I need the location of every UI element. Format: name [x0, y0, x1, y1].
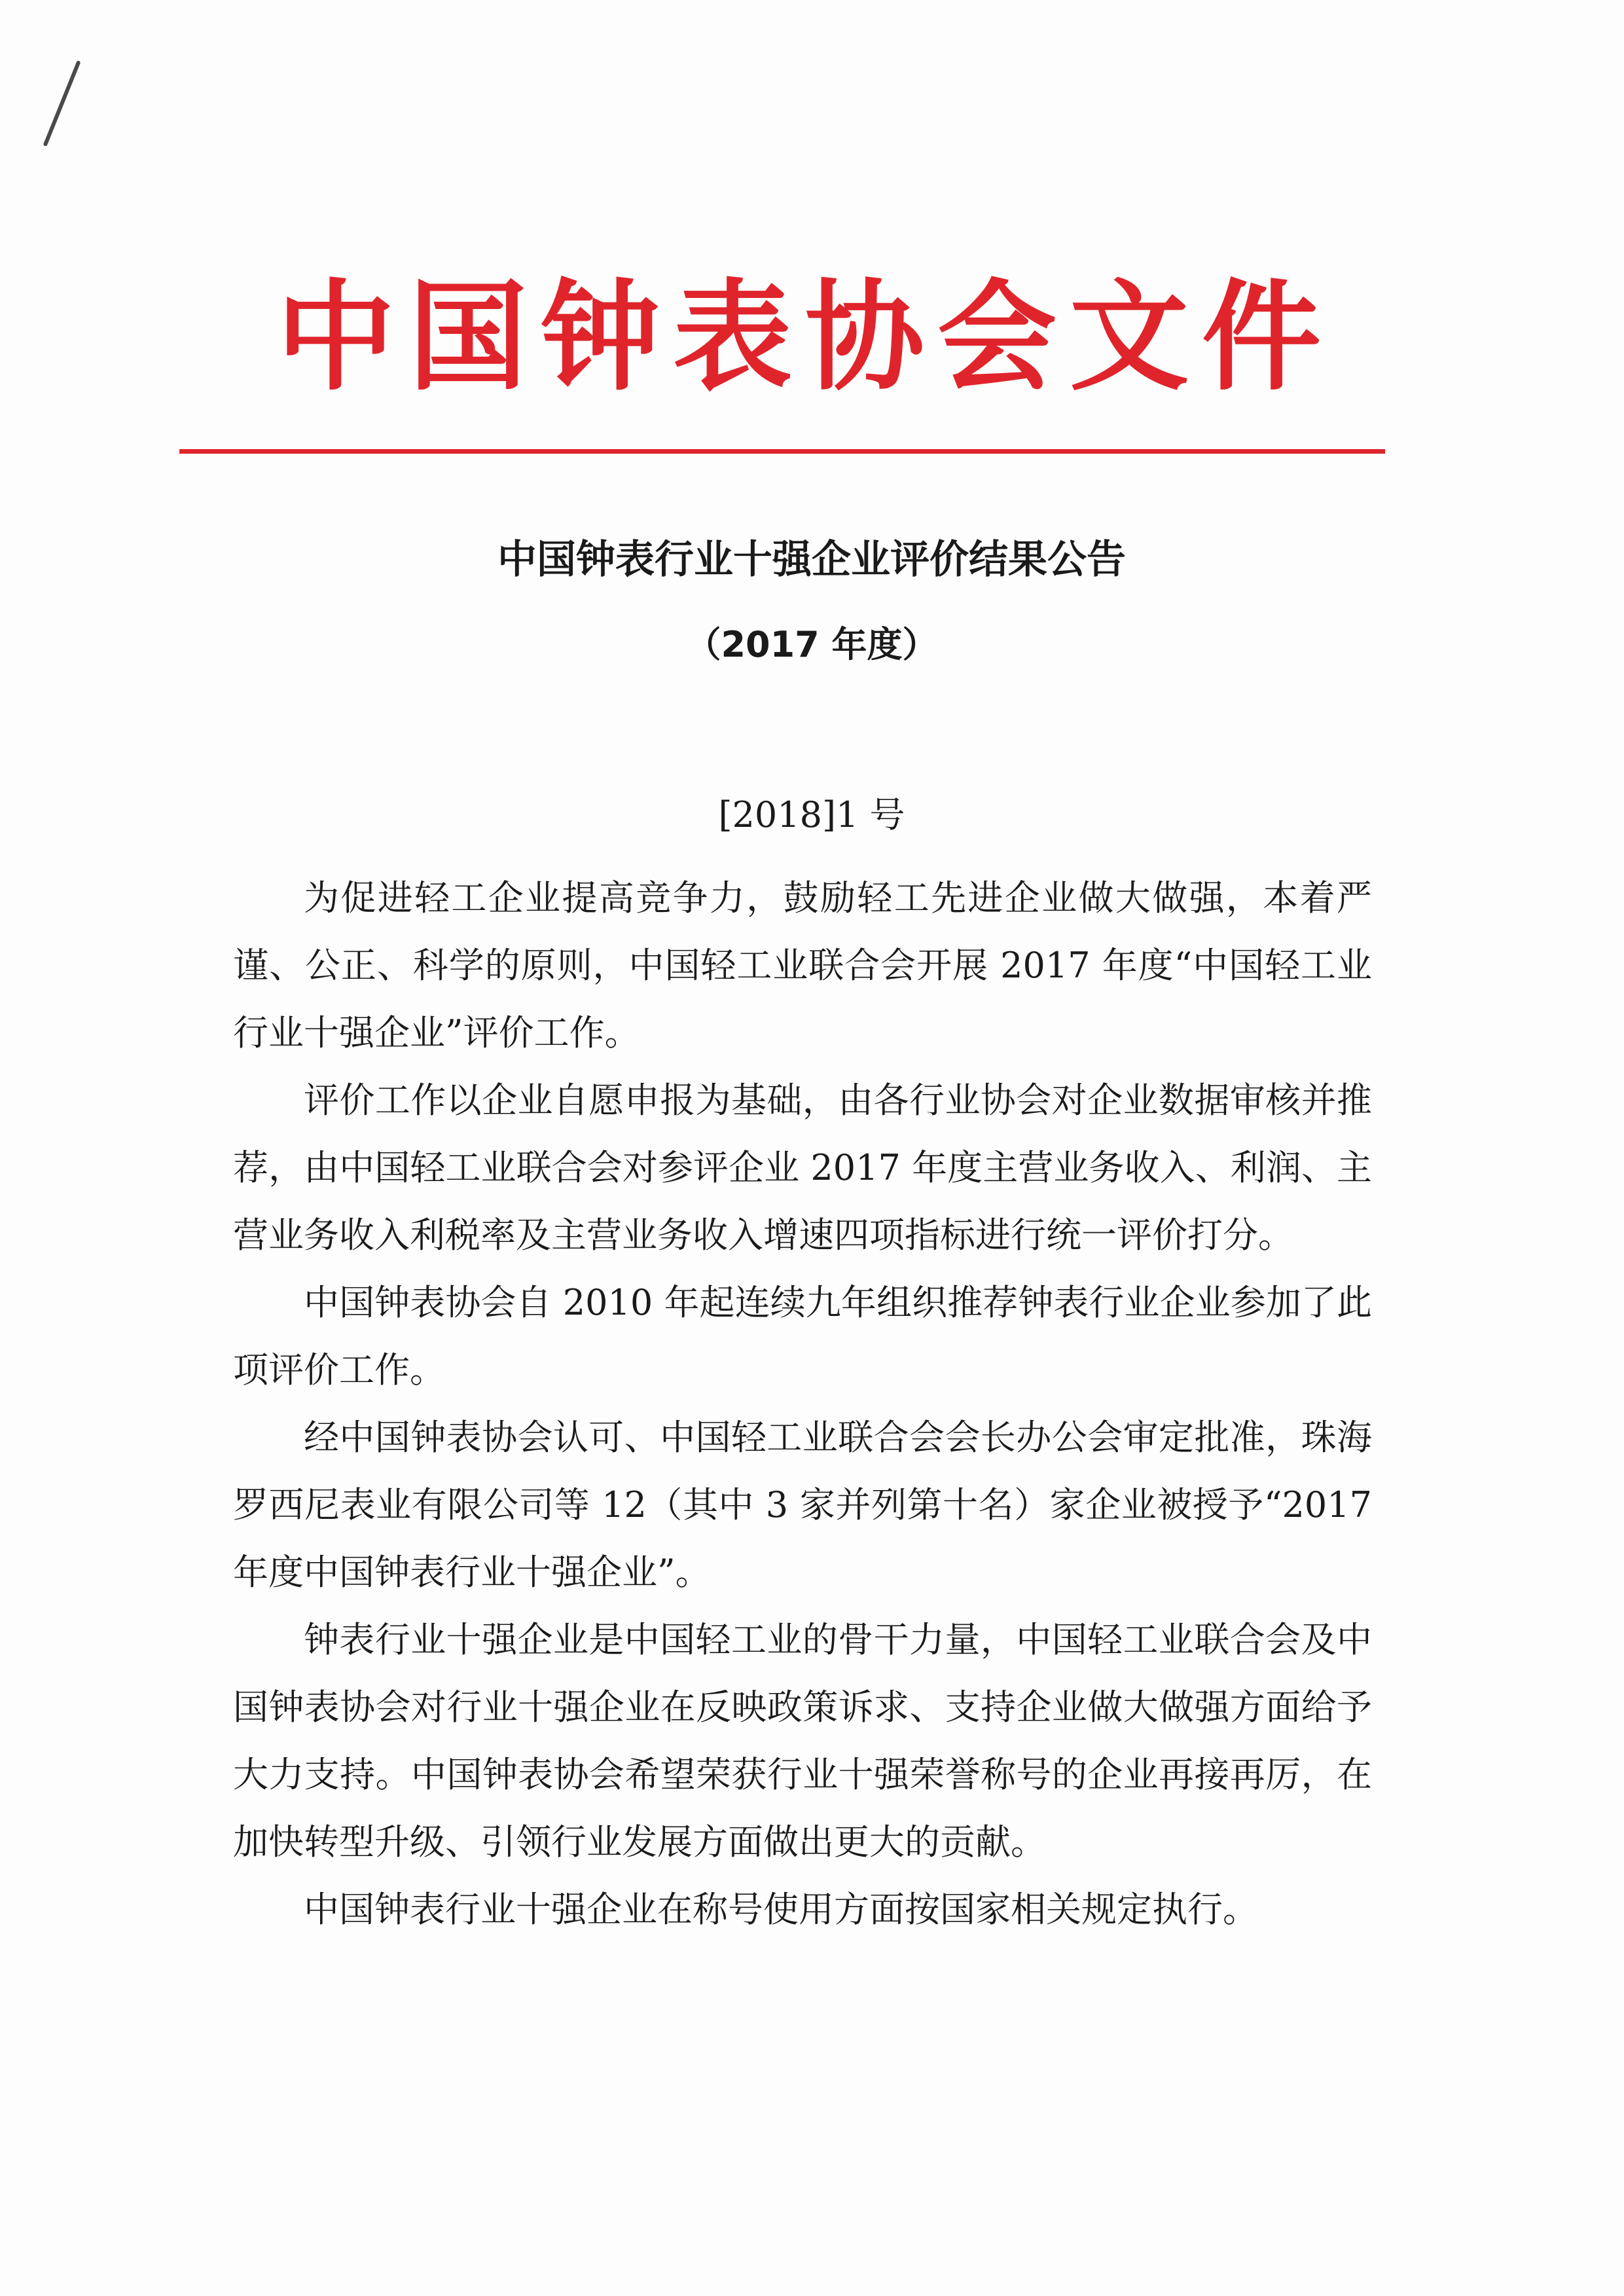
body-paragraph: 中国钟表协会自 2010 年起连续九年组织推荐钟表行业企业参加了此项评价工作。	[233, 1282, 1372, 1391]
notice-title: 中国钟表行业十强企业评价结果公告	[497, 537, 1126, 583]
body-paragraph: 中国钟表行业十强企业在称号使用方面按国家相关规定执行。	[304, 1889, 1258, 1930]
body-paragraph: 为促进轻工企业提高竞争力，鼓励轻工先进企业做大做强，本着严谨、公正、科学的原则，中国轻工业联合会开展 2017 年度“中国轻工业行业十强企业”评价工作。	[233, 877, 1372, 1053]
notice-body	[233, 864, 1372, 1943]
notice-year: （2017 年度）	[685, 624, 938, 665]
letterhead-title: 中国钟表协会文件	[276, 268, 1334, 407]
letterhead-red-rule	[179, 449, 1385, 454]
body-paragraph: 经中国钟表协会认可、中国轻工业联合会会长办公会审定批准，珠海罗西尼表业有限公司等 12（其中 3 家并列第十名）家企业被授予“2017 年度中国钟表行业十强企业”。	[233, 1417, 1372, 1593]
scan-pen-mark	[43, 60, 81, 147]
body-paragraph: 钟表行业十强企业是中国轻工业的骨干力量，中国轻工业联合会及中国钟表协会对行业十强企业在反映政策诉求、支持企业做大做强方面给予大力支持。中国钟表协会希望荣获行业十强荣誉称号的企业再接再厉，在加快转型升级、引领行业发展方面做出更大的贡献。	[233, 1619, 1372, 1863]
body-paragraph: 评价工作以企业自愿申报为基础，由各行业协会对企业数据审核并推荐，由中国轻工业联合会对参评企业 2017 年度主营业务收入、利润、主营业务收入利税率及主营业务收入增速四项指标进行统一评价打分。	[233, 1080, 1372, 1256]
notice-number: [2018]1 号	[718, 794, 905, 835]
